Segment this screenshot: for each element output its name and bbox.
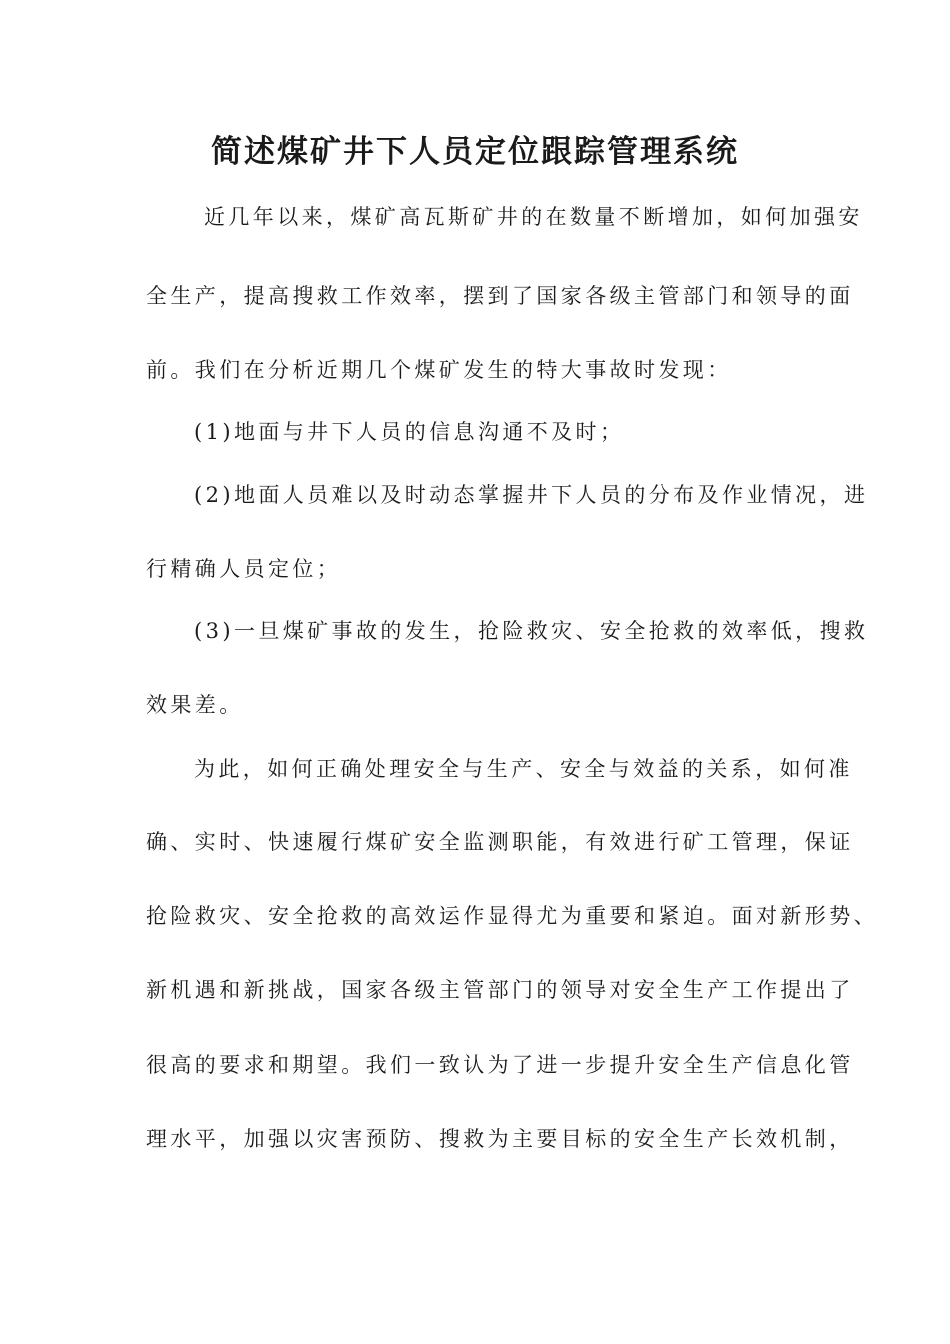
paragraph-line: 行精确人员定位； <box>146 557 342 581</box>
paragraph-line: 理水平，加强以灾害预防、搜救为主要目标的安全生产长效机制， <box>146 1127 854 1151</box>
paragraph-line: 抢险救灾、安全抢救的高效运作显得尤为重要和紧迫。面对新形势、 <box>146 904 878 928</box>
paragraph-line: 确、实时、快速履行煤矿安全监测职能，有效进行矿工管理，保证 <box>146 830 854 854</box>
document-title: 简述煤矿井下人员定位跟踪管理系统 <box>211 134 739 170</box>
paragraph-line: 新机遇和新挑战，国家各级主管部门的领导对安全生产工作提出了 <box>146 978 854 1002</box>
paragraph-line: 近几年以来，煤矿高瓦斯矿井的在数量不断增加，如何加强安 <box>204 205 863 229</box>
paragraph-line: (2)地面人员难以及时动态掌握井下人员的分布及作业情况，进 <box>194 483 869 507</box>
paragraph-line: 为此，如何正确处理安全与生产、安全与效益的关系，如何准 <box>194 757 853 781</box>
paragraph-line: (3)一旦煤矿事故的发生，抢险救灾、安全抢救的效率低，搜救 <box>194 619 869 643</box>
paragraph-line: 全生产，提高搜救工作效率，摆到了国家各级主管部门和领导的面 <box>146 284 854 308</box>
paragraph-line: (1)地面与井下人员的信息沟通不及时； <box>194 420 625 444</box>
paragraph-line: 效果差。 <box>146 693 244 717</box>
paragraph-line: 前。我们在分析近期几个煤矿发生的特大事故时发现： <box>146 358 732 382</box>
paragraph-line: 很高的要求和期望。我们一致认为了进一步提升安全生产信息化管 <box>146 1053 854 1077</box>
